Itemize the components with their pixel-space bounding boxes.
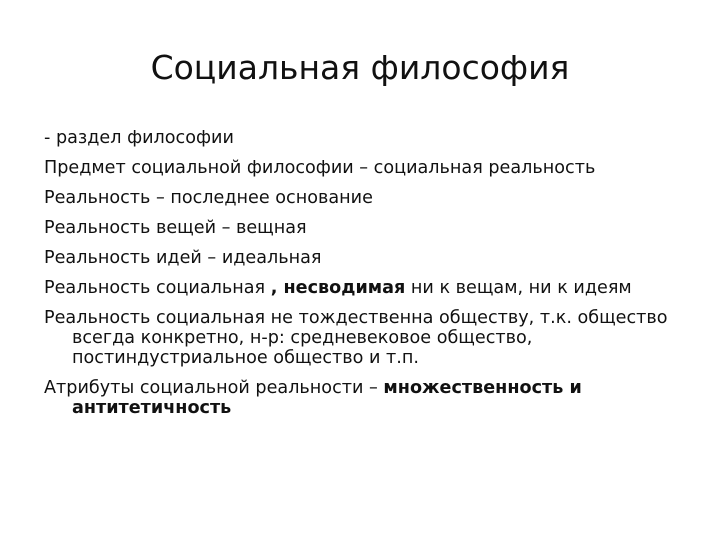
item-text: Реальность – последнее основание xyxy=(44,188,373,208)
bullet-list xyxy=(44,128,694,418)
list-item xyxy=(44,248,694,268)
list-item xyxy=(44,188,694,208)
list-item xyxy=(44,158,694,178)
item-text: Реальность социальная не тождественна обществу, т.к. общество всегда конкретно, н-р: средневековое общество, постиндустриальное общество и т.п. xyxy=(44,308,668,368)
item-text-before: Реальность социальная xyxy=(44,278,271,298)
list-item xyxy=(44,218,694,238)
list-item xyxy=(44,128,694,148)
list-item xyxy=(44,278,694,298)
item-text: Предмет социальной философии – социальная реальность xyxy=(44,158,596,178)
item-text: Реальность идей – идеальная xyxy=(44,248,322,268)
item-text-after: ни к вещам, ни к идеям xyxy=(405,278,632,298)
item-text: - раздел философии xyxy=(44,128,234,148)
list-item xyxy=(44,308,694,368)
item-text: Реальность вещей – вещная xyxy=(44,218,307,238)
slide-title: Социальная философия xyxy=(150,48,570,87)
item-text-before: Атрибуты социальной реальности – xyxy=(44,378,384,398)
item-text-bold: множественность и антитетичность xyxy=(72,378,582,418)
list-item xyxy=(44,378,694,418)
item-text-bold: , несводимая xyxy=(270,278,406,298)
